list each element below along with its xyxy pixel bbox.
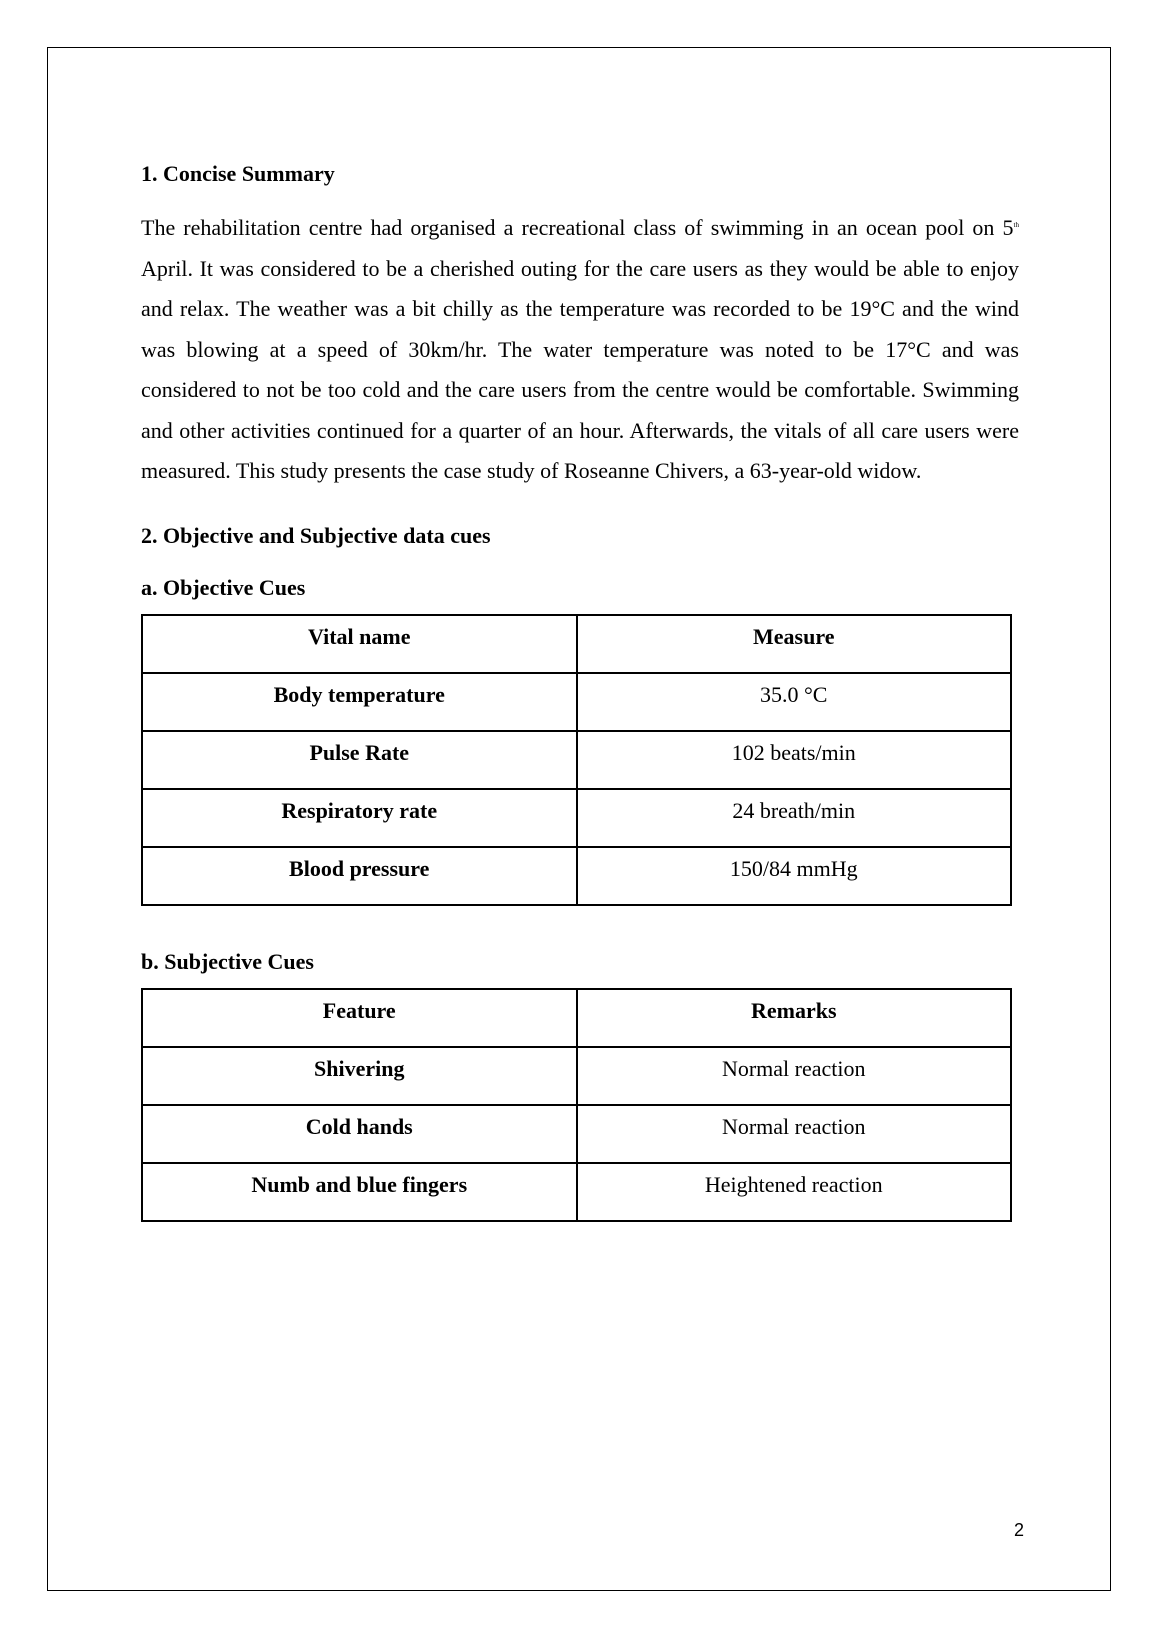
table-row: [142, 1105, 1011, 1163]
vital-name-cell: Pulse Rate: [142, 731, 577, 789]
section-heading-concise-summary: 1. Concise Summary: [141, 161, 335, 186]
column-header: Feature: [142, 989, 577, 1047]
feature-cell: Numb and blue fingers: [142, 1163, 577, 1221]
subheading-objective-cues: a. Objective Cues: [141, 574, 306, 600]
vital-name-cell: Blood pressure: [142, 847, 577, 905]
subjective-cues-table: [141, 988, 1012, 1222]
table-row: [142, 789, 1011, 847]
summary-paragraph: [141, 208, 1019, 492]
objective-cues-table: [141, 614, 1012, 906]
column-header: Measure: [577, 615, 1012, 673]
measure-cell: 35.0 °C: [577, 673, 1012, 731]
remarks-cell: Normal reaction: [577, 1105, 1012, 1163]
vital-name-cell: Respiratory rate: [142, 789, 577, 847]
column-header: Vital name: [142, 615, 577, 673]
section-heading-data-cues: 2. Objective and Subjective data cues: [141, 522, 491, 548]
table-row: [142, 731, 1011, 789]
ordinal-superscript: th: [1013, 221, 1019, 229]
table-row: [142, 847, 1011, 905]
vital-name-cell: Body temperature: [142, 673, 577, 731]
subheading-subjective-cues: b. Subjective Cues: [141, 948, 314, 974]
column-header: Remarks: [577, 989, 1012, 1047]
table-row: [142, 1047, 1011, 1105]
remarks-cell: Heightened reaction: [577, 1163, 1012, 1221]
table-row: [142, 673, 1011, 731]
document-content: [141, 160, 1019, 1222]
feature-cell: Cold hands: [142, 1105, 577, 1163]
measure-cell: 102 beats/min: [577, 731, 1012, 789]
remarks-cell: Normal reaction: [577, 1047, 1012, 1105]
summary-text-start: The rehabilitation centre had organised a recreational class of swimming in an ocean pool on 5: [141, 215, 1014, 240]
feature-cell: Shivering: [142, 1047, 577, 1105]
table-header-row: [142, 615, 1011, 673]
measure-cell: 24 breath/min: [577, 789, 1012, 847]
summary-text-rest: April. It was considered to be a cherished outing for the care users as they would be able to enjoy and relax. The weather was a bit chilly as the temperature was recorded to be 19°C and the wind was blowing at a speed of 30km/hr. The water temperature was noted to be 17°C and was considered to not be too cold and the care users from the centre would be comfortable. Swimming and other activities continued for a quarter of an hour. Afterwards, the vitals of all care users were measured. This study presents the case study of Roseanne Chivers, a 63-year-old widow.: [141, 255, 1019, 483]
table-row: [142, 1163, 1011, 1221]
measure-cell: 150/84 mmHg: [577, 847, 1012, 905]
page-number: 2: [1013, 1520, 1024, 1540]
table-header-row: [142, 989, 1011, 1047]
